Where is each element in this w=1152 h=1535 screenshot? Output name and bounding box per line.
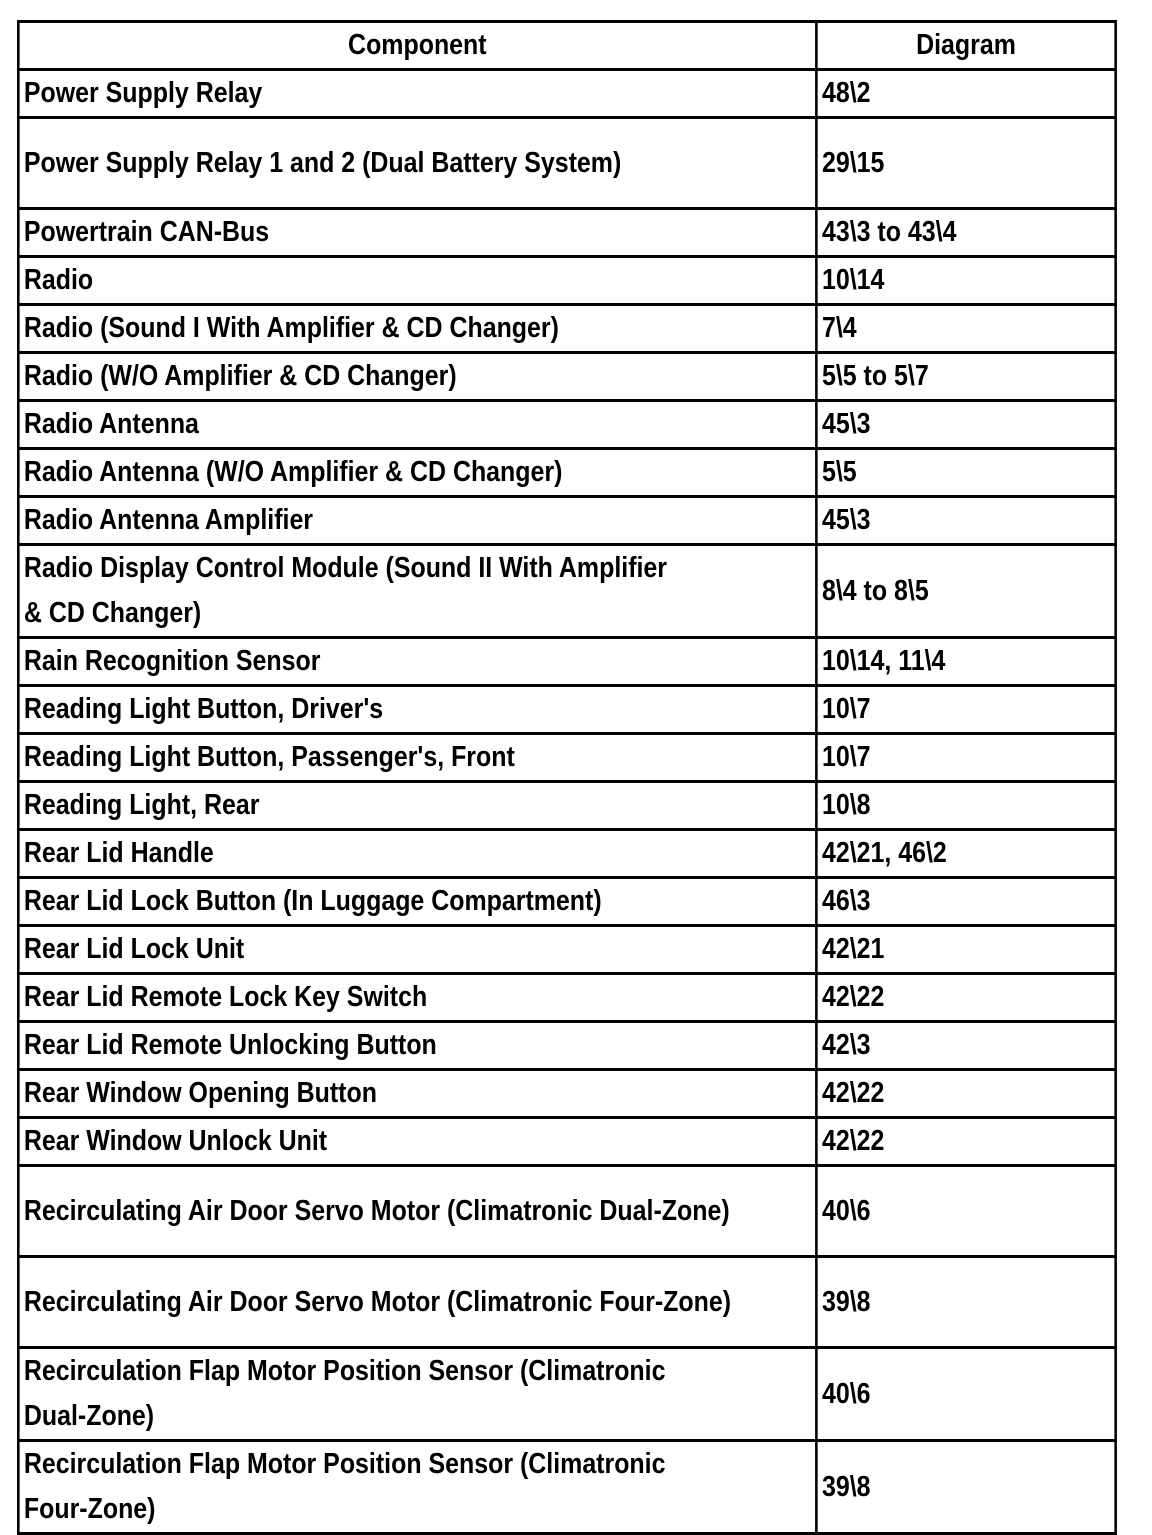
component-cell: Rear Window Opening Button (18, 1070, 816, 1118)
component-cell: Radio (W/O Amplifier & CD Changer) (18, 353, 816, 401)
component-cell: Recirculation Flap Motor Position Sensor (Climatronic Four-Zone) (18, 1441, 816, 1534)
component-cell: Rear Lid Remote Lock Key Switch (18, 974, 816, 1022)
component-cell: Reading Light Button, Driver's (18, 686, 816, 734)
table-row (18, 830, 1115, 878)
diagram-cell: 42\22 (816, 974, 1115, 1022)
table-row (18, 305, 1115, 353)
component-cell: Recirculating Air Door Servo Motor (Climatronic Dual-Zone) (18, 1166, 816, 1257)
table-row (18, 1118, 1115, 1166)
diagram-cell: 5\5 to 5\7 (816, 353, 1115, 401)
component-cell: Power Supply Relay (18, 70, 816, 118)
diagram-cell: 10\14, 11\4 (816, 638, 1115, 686)
table-row (18, 1166, 1115, 1257)
component-cell: Rear Window Unlock Unit (18, 1118, 816, 1166)
diagram-cell: 42\22 (816, 1118, 1115, 1166)
table-row (18, 1022, 1115, 1070)
component-cell: Radio (Sound I With Amplifier & CD Changer) (18, 305, 816, 353)
diagram-cell: 39\8 (816, 1441, 1115, 1534)
table-row (18, 449, 1115, 497)
diagram-cell: 42\3 (816, 1022, 1115, 1070)
table-row (18, 209, 1115, 257)
table-row (18, 734, 1115, 782)
table-row (18, 118, 1115, 209)
diagram-cell: 10\8 (816, 782, 1115, 830)
diagram-cell: 8\4 to 8\5 (816, 545, 1115, 638)
header-component: Component (18, 22, 816, 70)
diagram-cell: 43\3 to 43\4 (816, 209, 1115, 257)
component-cell: Recirculating Air Door Servo Motor (Climatronic Four-Zone) (18, 1257, 816, 1348)
component-cell: Radio (18, 257, 816, 305)
table-row (18, 1441, 1115, 1534)
table-row (18, 545, 1115, 638)
table-row (18, 782, 1115, 830)
component-cell: Reading Light Button, Passenger's, Front (18, 734, 816, 782)
component-cell: Powertrain CAN-Bus (18, 209, 816, 257)
table-row (18, 497, 1115, 545)
component-cell: Rear Lid Handle (18, 830, 816, 878)
diagram-cell: 45\3 (816, 401, 1115, 449)
diagram-cell: 10\7 (816, 686, 1115, 734)
component-cell: Rain Recognition Sensor (18, 638, 816, 686)
diagram-cell: 46\3 (816, 878, 1115, 926)
diagram-cell: 10\7 (816, 734, 1115, 782)
table-header-row (18, 22, 1115, 70)
table-row (18, 353, 1115, 401)
header-diagram: Diagram (816, 22, 1115, 70)
table-row (18, 1257, 1115, 1348)
component-cell: Power Supply Relay 1 and 2 (Dual Battery System) (18, 118, 816, 209)
component-cell: Radio Antenna (W/O Amplifier & CD Changer) (18, 449, 816, 497)
component-cell: Rear Lid Lock Button (In Luggage Compartment) (18, 878, 816, 926)
table-row (18, 686, 1115, 734)
component-diagram-table (17, 20, 1117, 1535)
diagram-cell: 29\15 (816, 118, 1115, 209)
diagram-cell: 7\4 (816, 305, 1115, 353)
component-cell: Reading Light, Rear (18, 782, 816, 830)
table-row (18, 878, 1115, 926)
diagram-cell: 40\6 (816, 1348, 1115, 1441)
table-body (18, 70, 1115, 1534)
table-row (18, 638, 1115, 686)
diagram-cell: 48\2 (816, 70, 1115, 118)
table-row (18, 974, 1115, 1022)
component-cell: Rear Lid Lock Unit (18, 926, 816, 974)
diagram-cell: 42\21, 46\2 (816, 830, 1115, 878)
diagram-cell: 39\8 (816, 1257, 1115, 1348)
document-sheet (17, 20, 1152, 1535)
component-cell: Recirculation Flap Motor Position Sensor (Climatronic Dual-Zone) (18, 1348, 816, 1441)
table-row (18, 1070, 1115, 1118)
table-row (18, 70, 1115, 118)
diagram-cell: 45\3 (816, 497, 1115, 545)
table-row (18, 1348, 1115, 1441)
diagram-cell: 10\14 (816, 257, 1115, 305)
component-cell: Rear Lid Remote Unlocking Button (18, 1022, 816, 1070)
table-row (18, 926, 1115, 974)
diagram-cell: 42\21 (816, 926, 1115, 974)
table-row (18, 401, 1115, 449)
component-cell: Radio Display Control Module (Sound II With Amplifier & CD Changer) (18, 545, 816, 638)
diagram-cell: 40\6 (816, 1166, 1115, 1257)
diagram-cell: 42\22 (816, 1070, 1115, 1118)
component-cell: Radio Antenna Amplifier (18, 497, 816, 545)
component-cell: Radio Antenna (18, 401, 816, 449)
table-row (18, 257, 1115, 305)
diagram-cell: 5\5 (816, 449, 1115, 497)
